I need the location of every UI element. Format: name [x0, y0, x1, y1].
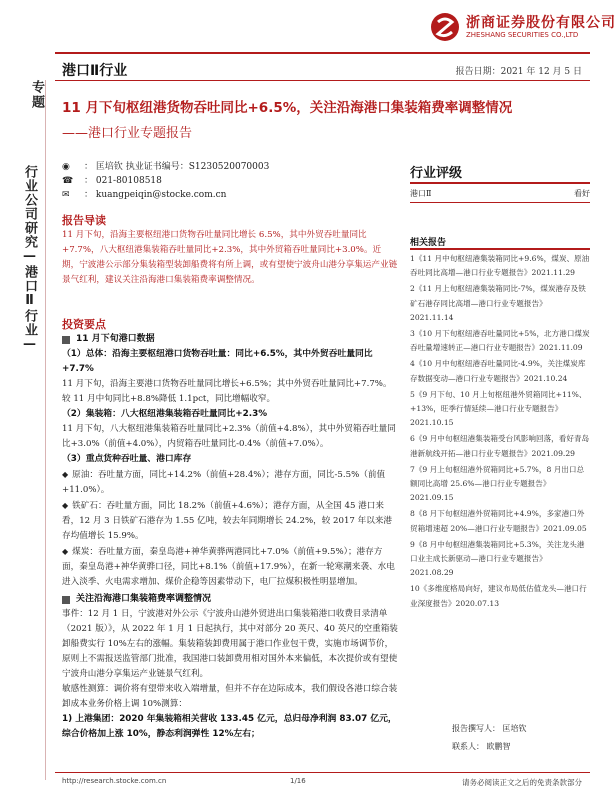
footer-url[interactable]: http://research.stocke.com.cn — [62, 777, 167, 785]
analyst-line: ： 匡培钦 执业证书编号：S1230520070003 — [84, 162, 270, 172]
related-item[interactable]: 1《11 月中旬枢纽港集装箱同比+9.6%，煤炭、原油吞吐同比高增—港口行业专题报告》2021.11.29 — [410, 254, 590, 278]
points-heading: 投资要点 — [62, 318, 106, 331]
footer-disclaimer: 请务必阅读正文之后的免责条款部分 — [462, 778, 582, 787]
guide-heading: 报告导读 — [62, 214, 106, 227]
contact-label: 联系人： — [452, 742, 484, 751]
points-body — [62, 332, 398, 742]
cargo-heading: （3）重点货种吞吐量、港口库存 — [62, 454, 192, 464]
related-item[interactable]: 4《10 月中旬枢纽港吞吐量同比-4.9%，关注煤炭库存数据变动—港口行业专题报告》2021.10.24 — [410, 359, 586, 383]
guide-text: 11 月下旬，沿海主要枢纽港口货物吞吐量同比增长 6.5%，其中外贸吞吐量同比+7.7%，八大枢纽港集装箱吞吐量同比+2.3%，其中外贸箱吞吐量同比+3.0%。近期，宁波港公示部分集装箱型装卸船费将有所上调，或有望使宁波舟山港分享集运产业链景气红利，建议关注沿海港口集装箱费率调整情况。 — [62, 230, 398, 285]
page-number: 1/16 — [290, 777, 306, 785]
phone-line: ： 021-80108518 — [84, 176, 162, 186]
container-text: 11 月下旬，八大枢纽港集装箱吞吐量同比+2.3%（前值+4.8%），其中外贸箱吞吐量同比+3.0%（前值+4.0%），内贸箱吞吐量同比-0.4%（前值+7.0%）。 — [62, 424, 396, 449]
title-divider — [55, 80, 590, 81]
event-text: 事件：12 月 1 日，宁波港对外公示《宁波舟山港外贸进出口集装箱港口收费目录清单（2021 版）》，从 2022 年 1 月 1 日起执行，其中对部分 20 英尺、40 英尺的空重箱装卸船费实行 10%左右的涨幅。集装箱装卸费用属于港口作业包干费，实施市场调节价，原则上不需报送监管部门批准，我国港口装卸费用相对国外本来偏低，本次提价或有望使宁波舟山港分享集运产业链景气红利。 — [62, 609, 398, 679]
industry-label: 港口Ⅱ行业 — [62, 63, 128, 79]
container-heading: （2）集装箱：八大枢纽港集装箱吞吐量同比+2.3% — [62, 409, 268, 419]
related-list — [410, 252, 590, 613]
crude-text: ◆ 原油：吞吐量方面，同比+14.2%（前值+28.4%）；港存方面，同比-5.5%（前值+11.0%）。 — [62, 467, 398, 498]
related-item[interactable]: 7《9 月上旬枢纽港外贸箱同比+5.7%，8 月出口总额同比高增 25.6%—港口行业专题报告》2021.09.15 — [410, 464, 585, 503]
related-item[interactable]: 2《11 月上旬枢纽港集装箱同比-7%，煤炭港存及铁矿石港存同比高增—港口行业专题报告》2021.11.14 — [410, 284, 586, 322]
rating-industry: 港口Ⅱ — [410, 189, 432, 198]
related-item[interactable]: 5《9 月下旬、10 月上旬枢纽港外贸箱同比+11%、+13%，旺季行情延续—港口行业专题报告》2021.10.15 — [410, 389, 587, 428]
iron-text: ◆ 铁矿石：吞吐量方面，同比 18.2%（前值+4.6%）；港存方面，从全国 45 港口来看，12 月 3 日铁矿石港存为 1.55 亿吨，较去年同期增长 24.2%，较 2017 年以来港存均值增长 15.9%。 — [62, 498, 398, 544]
related-item[interactable]: 8《8 月下旬枢纽港外贸箱同比+4.9%，多家港口外贸箱增速超 20%—港口行业专题报告》2021.09.05 — [410, 509, 587, 533]
author-label: 报告撰写人： — [452, 724, 500, 733]
related-item[interactable]: 10《多维度格局向好，建议布局低估值龙头—港口行业深度报告》2020.07.13 — [410, 584, 587, 608]
report-date: 报告日期：2021 年 12 月 5 日 — [455, 67, 582, 77]
diamond-bullet-icon: ◆ — [62, 547, 69, 556]
rating-bottom-divider — [410, 202, 590, 203]
person-icon: ◉ — [62, 162, 70, 172]
side-tag-category: 行业公司研究—港口Ⅱ行业— — [22, 165, 37, 353]
email-icon: ✉ — [62, 190, 70, 200]
rating-row — [410, 188, 590, 199]
related-title: 相关报告 — [410, 238, 447, 248]
side-tag-topic: 专题 — [29, 80, 44, 110]
analyst-block — [452, 720, 527, 756]
related-divider — [410, 248, 590, 250]
related-item[interactable]: 3《10 月下旬枢纽港吞吐量同比+5%，北方港口煤炭吞吐量增速转正—港口行业专题报告》2021.11.09 — [410, 329, 590, 353]
contact-name: 欧鹏智 — [486, 742, 511, 751]
author-name: 匡培钦 — [502, 724, 527, 733]
header-divider — [55, 52, 590, 54]
result-text: 1) 上港集团：2020 年集装箱相关营收 133.45 亿元，总归母净利润 83.07 亿元，综合价格加上涨 10%，静态利润弹性 12%左右； — [62, 714, 397, 739]
email-line: ： kuangpeiqin@stocke.com.cn — [84, 190, 227, 200]
total-text: 11 月下旬，沿海主要港口货物吞吐量同比增长+6.5%；其中外贸吞吐量同比+7.7%。较 11 月中旬同比+8.8%降低 1.1pct，同比增幅收窄。 — [62, 379, 392, 404]
company-logo — [430, 10, 616, 46]
coal-text: ◆ 煤炭：吞吐量方面，秦皇岛港+神华黄骅两港同比+7.0%（前值+9.5%）；港存方面，秦皇岛港+神华黄骅口径，同比+8.1%（前值+17.9%），在新一轮寒潮来袭、水电进入淡季、火电需求增加、煤价企稳等因素带动下，电厂拉煤积极性明显增加。 — [62, 544, 398, 590]
diamond-bullet-icon: ◆ — [62, 470, 69, 479]
footer-divider — [55, 772, 590, 773]
related-item[interactable]: 9《8 月中旬枢纽港集装箱同比+5.3%，关注龙头港口业主成长新驱动—港口行业专题报告》2021.08.29 — [410, 539, 585, 578]
bullet-square-icon — [62, 596, 70, 604]
section-1-heading: 11 月下旬港口数据 — [62, 332, 398, 347]
company-logo-icon — [430, 12, 460, 42]
rating-title: 行业评级 — [410, 166, 463, 181]
author-info — [62, 160, 269, 202]
report-title: 11 月下旬枢纽港货物吞吐同比+6.5%，关注沿海港口集装箱费率调整情况 — [62, 100, 513, 116]
company-name-en: ZHESHANG SECURITIES CO.,LTD — [466, 31, 579, 39]
rating-divider — [410, 182, 590, 184]
rating-value: 看好 — [574, 189, 590, 198]
bullet-square-icon — [62, 336, 70, 344]
total-heading: （1）总体：沿海主要枢纽港口货物吞吐量：同比+6.5%，其中外贸吞吐量同比+7.7% — [62, 349, 373, 374]
company-name-cn: 浙商证券股份有限公司 — [466, 15, 616, 31]
diamond-bullet-icon: ◆ — [62, 501, 69, 510]
side-divider — [45, 80, 46, 780]
related-item[interactable]: 6《9 月中旬枢纽港集装箱受台风影响回落，看好青岛港新航线开拓—港口行业专题报告》2021.09.29 — [410, 434, 590, 458]
section-2-heading: 关注沿海港口集装箱费率调整情况 — [62, 592, 398, 607]
phone-icon: ☎ — [62, 176, 74, 186]
sensitivity-text: 敏感性测算：调价将有望带来收入端增量，但并不存在边际成本，我们假设各港口综合装卸成本业务价格上调 10%测算： — [62, 684, 398, 709]
report-subtitle: ——港口行业专题报告 — [62, 126, 193, 141]
